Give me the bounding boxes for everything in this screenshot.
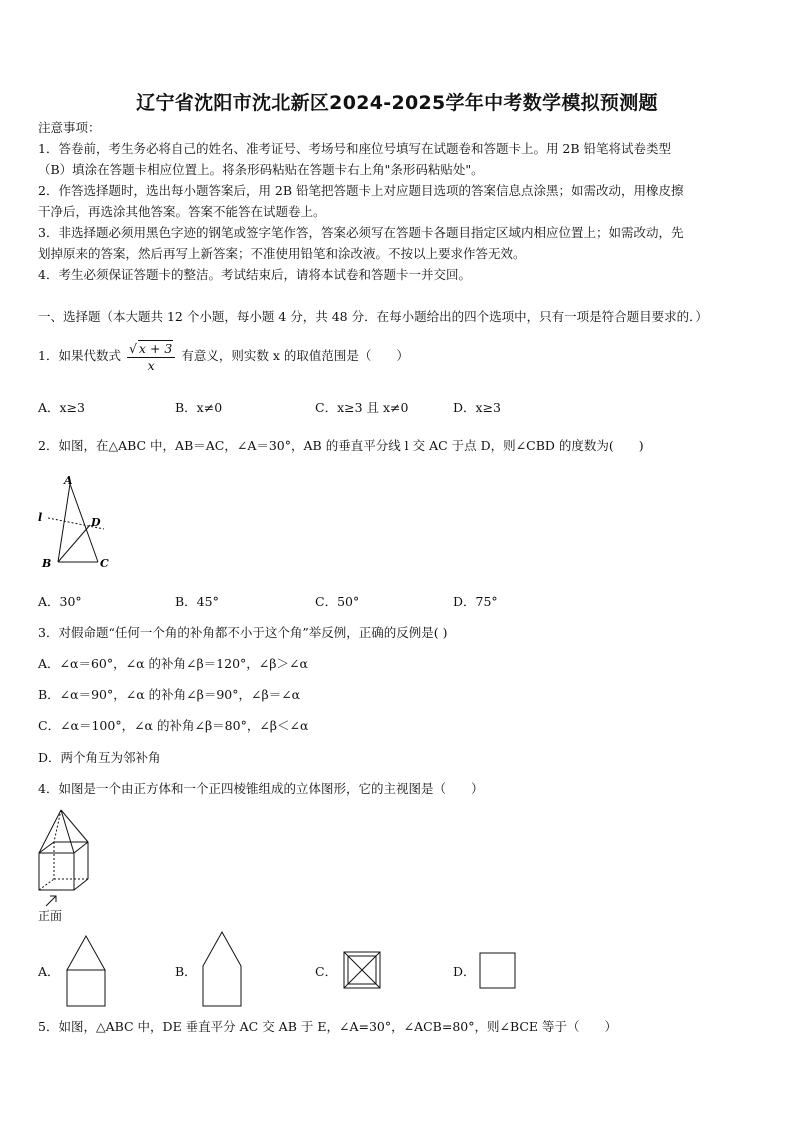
label-c: C: [100, 557, 109, 570]
notice-line: 划掉原来的答案，然后再写上新答案；不准使用铅笔和涂改液。不按以上要求作答无效。: [38, 246, 526, 261]
label-l: l: [38, 511, 43, 524]
front-label: 正面: [38, 909, 63, 923]
notice-line: 4．考生必须保证答题卡的整洁。考试结束后，请将本试卷和答题卡一并交回。: [38, 267, 471, 282]
question-1: [38, 338, 409, 374]
q2-option-a[interactable]: A．30°: [38, 594, 82, 609]
question-3: 3．对假命题“任何一个角的补角都不小于这个角”举反例，正确的反例是( ): [38, 625, 448, 640]
q1-option-c[interactable]: C．x≥3 且 x≠0: [315, 400, 409, 415]
notice-line: 1．答卷前，考生务必将自己的姓名、准考证号、考场号和座位号填写在试题卷和答题卡上。用 2B 铅笔将试卷类型: [38, 141, 672, 156]
q2-option-c[interactable]: C．50°: [315, 594, 360, 609]
option-b-figure[interactable]: [200, 930, 244, 1008]
q3-option-a[interactable]: A．∠α＝60°，∠α 的补角∠β＝120°，∠β＞∠α: [38, 656, 308, 671]
notice-line: （B）填涂在答题卡相应位置上。将条形码粘贴在答题卡右上角"条形码粘贴处"。: [38, 162, 484, 177]
option-c-figure[interactable]: [342, 950, 382, 990]
notice-line: 干净后，再选涂其他答案。答案不能答在试题卷上。: [38, 204, 326, 219]
q3-option-c[interactable]: C．∠α＝100°，∠α 的补角∠β＝80°，∠β＜∠α: [38, 718, 309, 733]
option-d-figure[interactable]: [478, 951, 518, 991]
question-5: 5．如图，△ABC 中，DE 垂直平分 AC 交 AB 于 E，∠A=30°，∠ACB=80°，则∠BCE 等于（ ）: [38, 1019, 618, 1034]
q1-option-a[interactable]: A．x≥3: [38, 400, 86, 415]
label-b: B: [42, 557, 52, 570]
q4-option-b[interactable]: B．: [175, 964, 197, 979]
q4-option-c[interactable]: C．: [315, 964, 338, 979]
fraction-numerator: √ x + 3: [127, 340, 175, 358]
q2-option-b[interactable]: B．45°: [175, 594, 219, 609]
q2-option-d[interactable]: D．75°: [453, 594, 498, 609]
fraction-denominator: x: [147, 357, 155, 373]
label-d: D: [91, 516, 101, 529]
page-title: 辽宁省沈阳市沈北新区2024-2025学年中考数学模拟预测题: [136, 92, 658, 114]
question-4: 4．如图是一个由正方体和一个正四棱锥组成的立体图形，它的主视图是（ ）: [38, 781, 484, 796]
notice-heading: 注意事项：: [38, 120, 101, 135]
label-a: A: [64, 474, 73, 487]
section-heading: 一、选择题（本大题共 12 个小题，每小题 4 分，共 48 分．在每小题给出的四个选项中，只有一项是符合题目要求的．）: [38, 309, 708, 324]
notice-line: 3．非选择题必须用黑色字迹的钢笔或签字笔作答，答案必须写在答题卡各题目指定区域内相应位置上；如需改动，先: [38, 225, 684, 240]
q4-option-d[interactable]: D．: [453, 964, 476, 979]
q1-option-d[interactable]: D．x≥3: [453, 400, 501, 415]
q1-option-b[interactable]: B．x≠0: [175, 400, 223, 415]
radicand: x + 3: [138, 340, 173, 356]
q4-option-a[interactable]: A．: [38, 964, 60, 979]
q1-prefix: 1．如果代数式: [38, 348, 121, 363]
q3-option-b[interactable]: B．∠α＝90°，∠α 的补角∠β＝90°，∠β＝∠α: [38, 687, 301, 702]
notice-line: 2．作答选择题时，选出每小题答案后，用 2B 铅笔把答题卡上对应题目选项的答案信息点涂黑；如需改动，用橡皮擦: [38, 183, 684, 198]
triangle-figure: [36, 472, 126, 577]
q3-option-d[interactable]: D．两个角互为邻补角: [38, 750, 161, 765]
q1-suffix: 有意义，则实数 x 的取值范围是（ ）: [181, 348, 409, 363]
option-a-figure[interactable]: [64, 934, 108, 1008]
question-2: 2．如图，在△ABC 中，AB＝AC，∠A＝30°，AB 的垂直平分线 l 交 AC 于点 D，则∠CBD 的度数为( ): [38, 438, 644, 453]
radical-fraction: [127, 340, 175, 374]
